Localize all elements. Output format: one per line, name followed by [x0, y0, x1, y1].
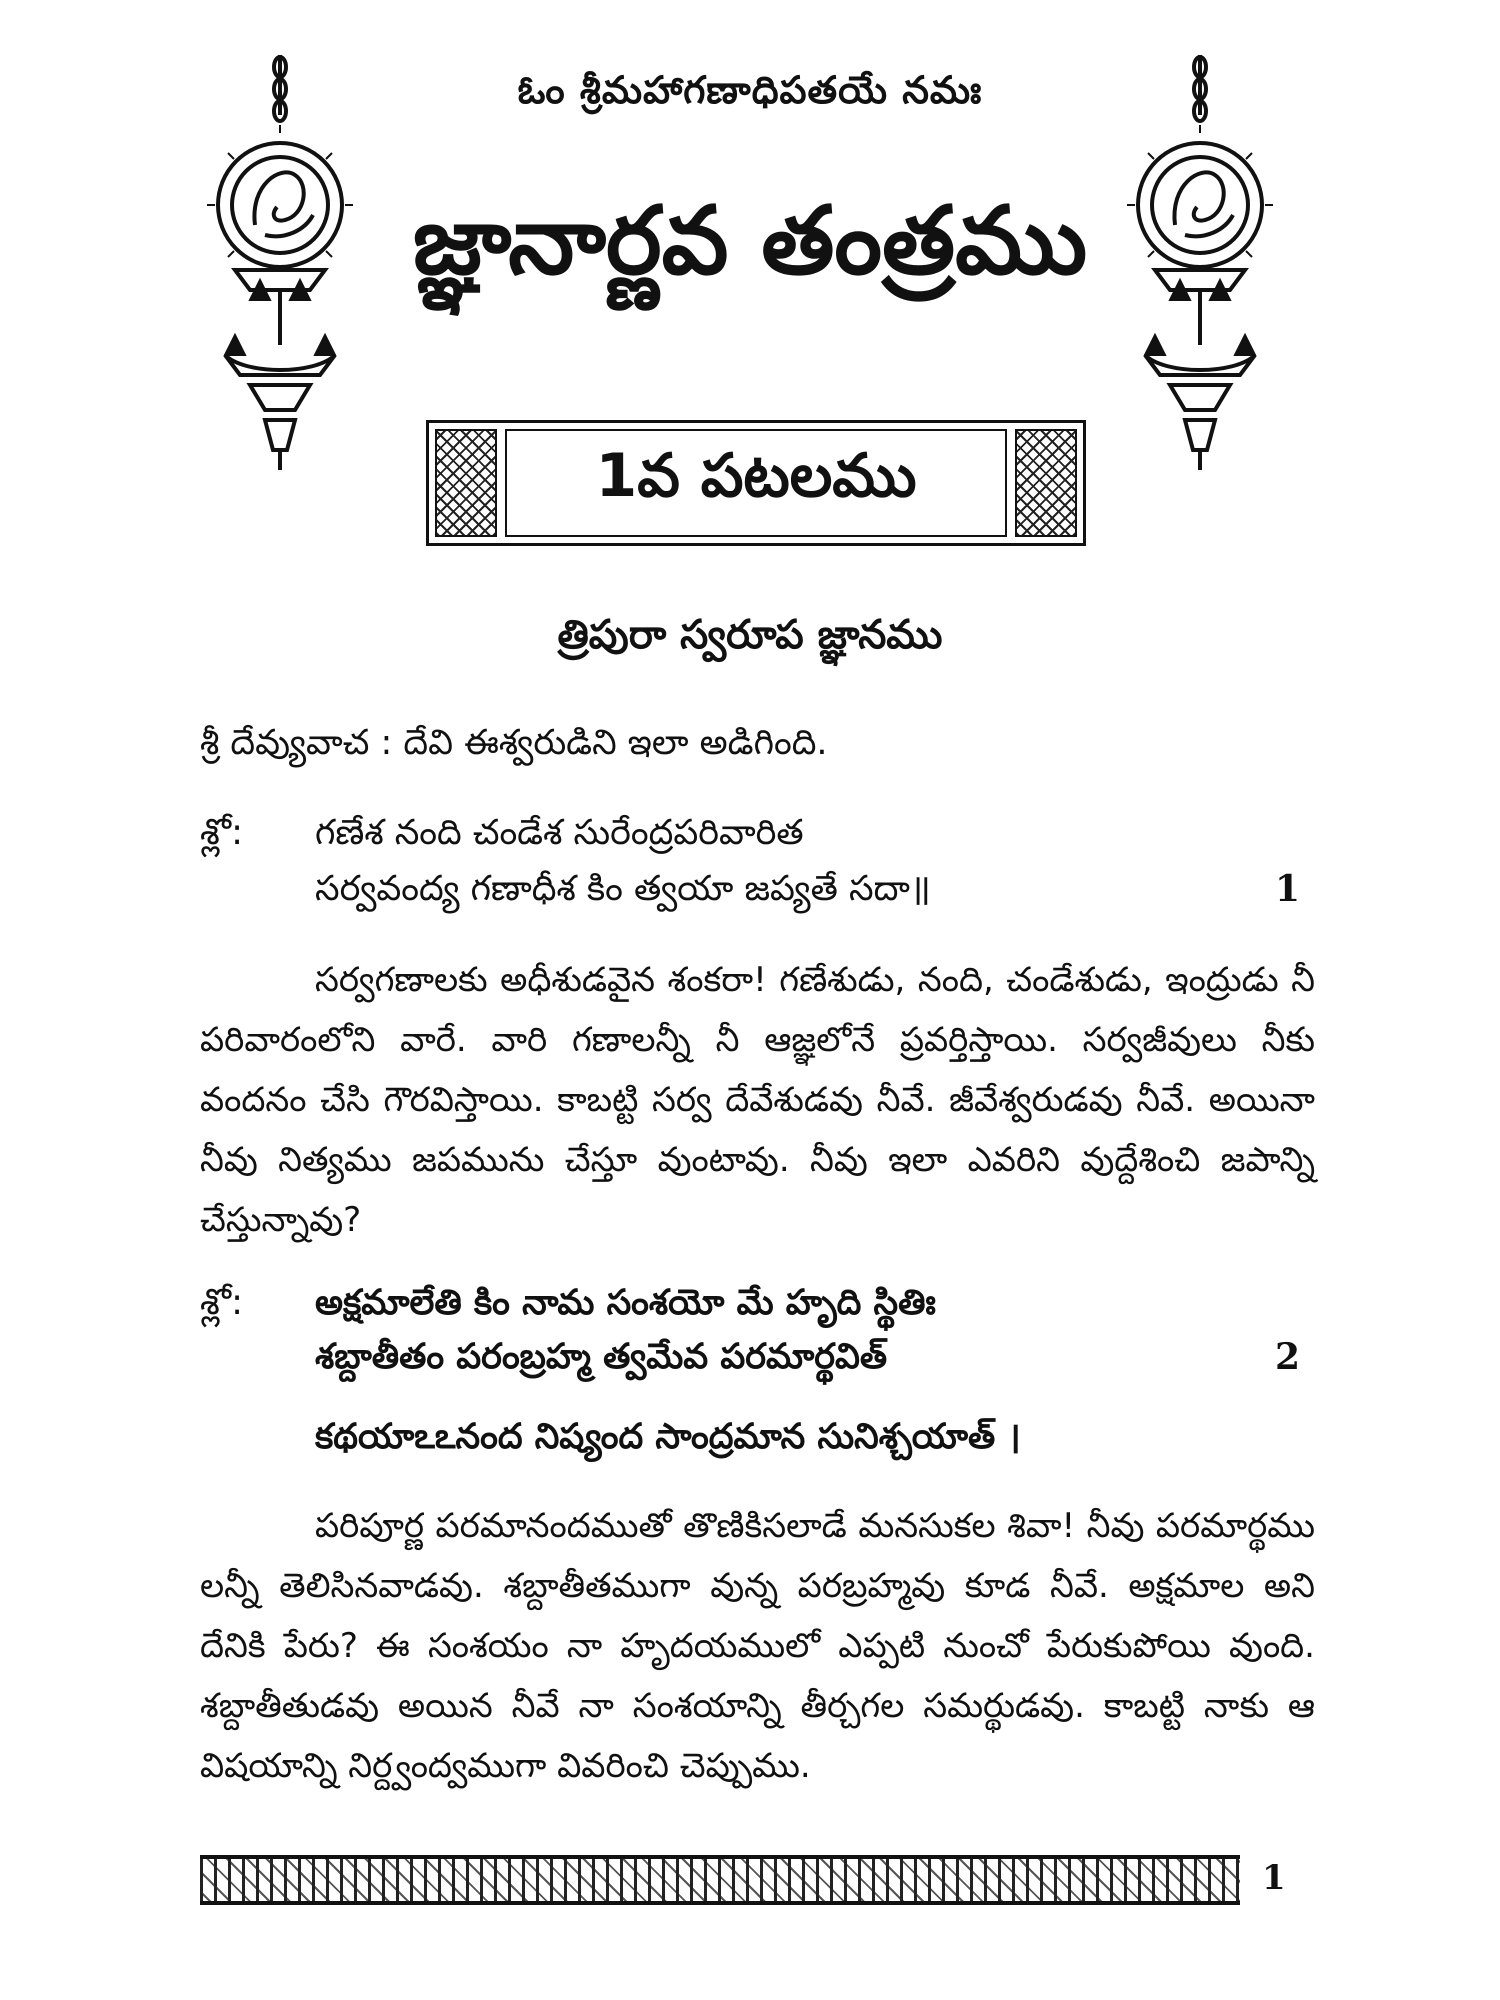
hanging-lamp-ornament-left: [195, 55, 365, 475]
chapter-box-pattern-left: [435, 429, 497, 537]
verse-line: సర్వవంద్య గణాధీశ కిం త్వయా జప్యతే సదా॥: [315, 869, 931, 909]
verse-number: 1: [1275, 868, 1301, 910]
page-number: 1: [1262, 1858, 1286, 1898]
commentary-paragraph: సర్వగణాలకు అధీశుడవైన శంకరా! గణేశుడు, నంది, చండేశుడు, ఇంద్రుడు నీ పరివారంలోని వారే. వారి గణాలన్నీ నీ ఆజ్ఞలోనే ప్రవర్తిస్తాయి. సర్వజీవులు నీకు వందనం చేసి గౌరవిస్తాయి. కాబట్టి సర్వ దేవేశుడవు నీవే. జీవేశ్వరుడవు నీవే. అయినా నీవు నిత్యము జపమును చేస్తూ వుంటావు. నీవు ఇలా ఎవరిని వుద్దేశించి జపాన్ని చేస్తున్నావు?: [200, 960, 1315, 1240]
verse-marker: శ్లో:: [200, 1282, 244, 1323]
verse-line: శబ్దాతీతం పరంబ్రహ్మ త్వమేవ పరమార్థవిత్: [315, 1337, 888, 1377]
hanging-lamp-ornament-right: [1115, 55, 1285, 475]
book-title: జ్ఞానార్ణవ తంత్రము: [412, 187, 1088, 296]
verse-line: గణేశ నంది చండేశ సురేంద్రపరివారిత: [315, 813, 804, 853]
commentary-paragraph: పరిపూర్ణ పరమానందముతో తొణికిసలాడే మనసుకల శివా! నీవు పరమార్థము లన్నీ తెలిసినవాడవు. శబ్దాతీతముగా వున్న పరబ్రహ్మవు కూడ నీవే. అక్షమాల అని దేనికి పేరు? ఈ సంశయం నా హృదయములో ఎప్పటి నుంచో పేరుకుపోయి వుంది. శబ్దాతీతుడవు అయిన నీవే నా సంశయాన్ని తీర్చగల సమర్థుడవు. కాబట్టి నాకు ఆ విషయాన్ని నిర్ద్వంద్వముగా వివరించి చెప్పుము.: [200, 1506, 1315, 1786]
chapter-title-box: [426, 420, 1086, 546]
verse-line: అక్షమాలేతి కిం నామ సంశయో మే హృది స్థితిః: [315, 1283, 936, 1323]
section-heading: త్రిపురా స్వరూప జ్ఞానము: [557, 612, 943, 658]
verse-line: కథయాఽఽనంద నిష్యంద సాంద్రమాన సునిశ్చయాత్ ।: [315, 1417, 1021, 1457]
invocation-line: ఓం శ్రీమహాగణాధిపతయే నమః: [517, 68, 983, 112]
verse-number: 2: [1275, 1336, 1301, 1378]
verse-marker: శ్లో:: [200, 812, 244, 853]
footer-ornamental-band: [200, 1855, 1240, 1905]
chapter-label: 1వ పటలము: [505, 429, 1007, 537]
intro-line: శ్రీ దేవ్యువాచ : దేవి ఈశ్వరుడిని ఇలా అడిగింది.: [200, 723, 828, 763]
chapter-box-pattern-right: [1015, 429, 1077, 537]
